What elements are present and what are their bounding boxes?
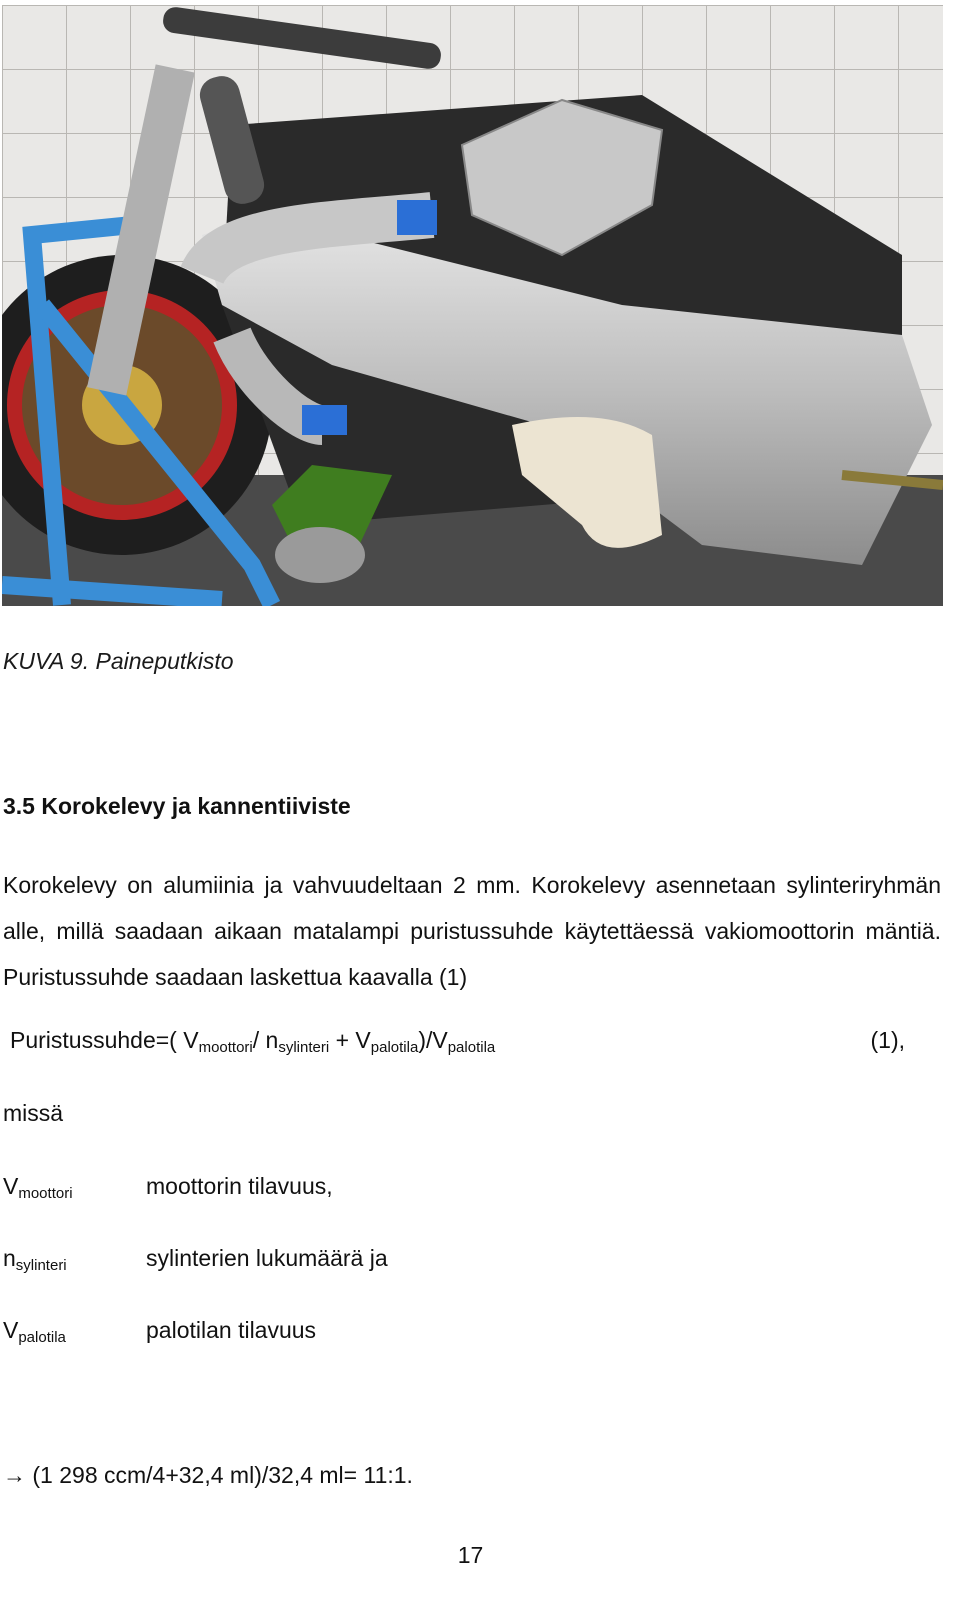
definition-text: sylinterien lukumäärä ja bbox=[146, 1245, 388, 1271]
formula-part2: / n bbox=[252, 1027, 279, 1053]
formula-part3: + V bbox=[329, 1027, 371, 1053]
calculation-result: → (1 298 ccm/4+32,4 ml)/32,4 ml= 11:1. bbox=[3, 1462, 413, 1488]
definition-symbol: $V_{moottori}$ bbox=[3, 1173, 73, 1202]
figure-caption: KUVA 9. Paineputkisto bbox=[3, 648, 234, 674]
section-heading: 3.5 Korokelevy ja kannentiiviste bbox=[3, 793, 351, 819]
where-label: missä bbox=[3, 1100, 64, 1126]
formula-lhs: Puristussuhde=( V bbox=[10, 1027, 199, 1053]
definition-row bbox=[3, 1173, 903, 1200]
definition-row bbox=[3, 1317, 903, 1344]
page-number: 17 bbox=[457, 1542, 484, 1568]
definition-symbol: $n_{sylinteri}$ bbox=[3, 1245, 67, 1274]
definition-text: moottorin tilavuus, bbox=[146, 1173, 333, 1199]
equation-number: (1), bbox=[870, 1027, 905, 1053]
formula-sub-palotila: palotila bbox=[370, 1039, 419, 1056]
definition-row bbox=[3, 1245, 903, 1272]
formula-sub-sylinteri: sylinteri bbox=[278, 1039, 330, 1056]
formula-sub-moottori: moottori bbox=[198, 1039, 253, 1056]
formula-part4: )/V bbox=[418, 1027, 448, 1053]
body-paragraph: Korokelevy on alumiinia ja vahvuudeltaan 2 mm. Korokelevy asennetaan sylinteriryhmän alle, millä saadaan aikaan matalampi puristussuhde käytettäessä vakiomoottorin mäntiä. Puristussuhde saadaan laskettua kaavalla (1) bbox=[3, 872, 941, 990]
formula-sub-palotila-2: palotila bbox=[447, 1039, 496, 1056]
definition-symbol: $V_{palotila}$ bbox=[3, 1317, 66, 1346]
motorcycle-photo bbox=[2, 5, 943, 606]
compression-ratio-formula bbox=[10, 1027, 905, 1054]
definition-text: palotilan tilavuus bbox=[146, 1317, 317, 1343]
